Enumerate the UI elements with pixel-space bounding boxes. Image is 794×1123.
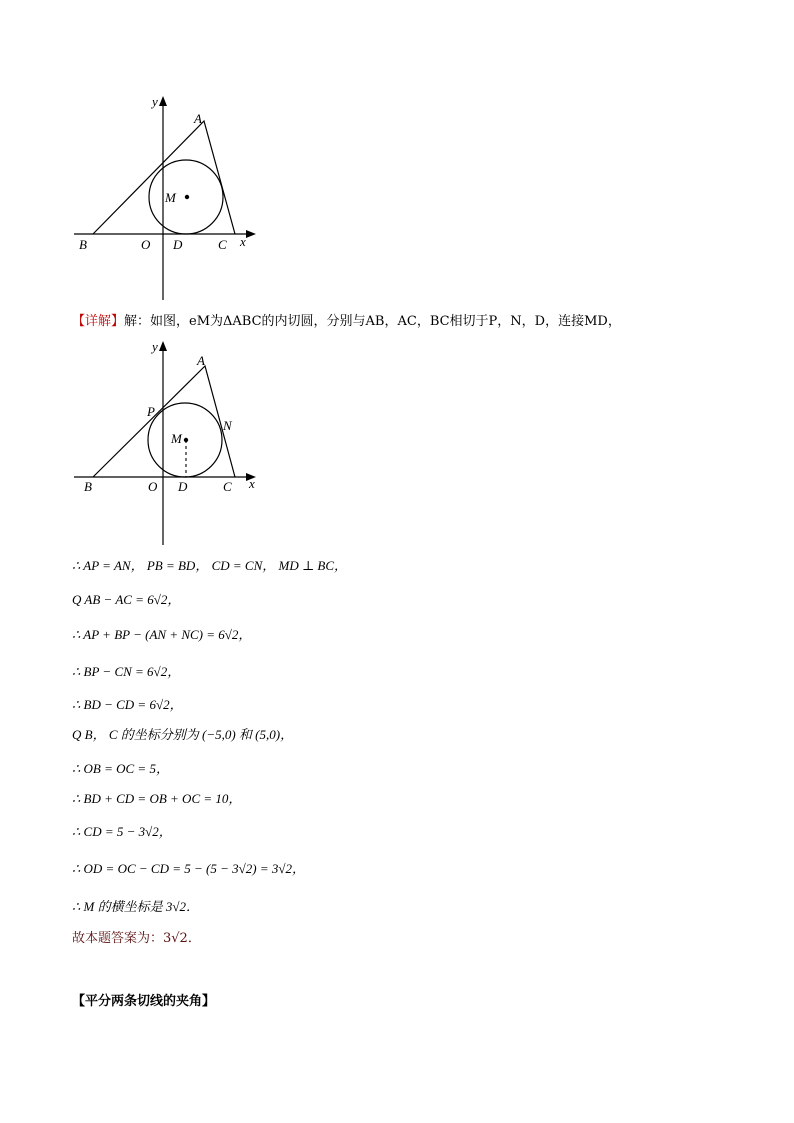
x-axis-arrow (246, 230, 256, 238)
label-o: O (148, 479, 158, 494)
label-c: C (223, 479, 232, 494)
center-point (185, 195, 189, 199)
detail-text: 解：如图，eM为ΔABC的内切圆，分别与AB，AC，BC相切于P，N，D，连接MD， (124, 314, 621, 329)
detail-tag: 【详解】 (72, 314, 125, 329)
label-m: M (165, 190, 176, 205)
label-d: D (173, 237, 183, 252)
label-o: O (141, 237, 151, 252)
step-3: ∴ AP + BP − (AN + NC) = 6√2， (72, 627, 252, 642)
detail-line (72, 313, 621, 331)
label-m: M (171, 431, 182, 446)
step-2: Q AB − AC = 6√2， (72, 592, 181, 607)
step-10: ∴ OD = OC − CD = 5 − (5 − 3√2) = 3√2， (72, 861, 305, 876)
step-6: Q B， C 的坐标分别为 (−5,0) 和 (5,0)， (72, 727, 294, 742)
section-heading: 【平分两条切线的夹角】 (72, 994, 216, 1009)
step-8: ∴ BD + CD = OB + OC = 10， (72, 791, 242, 806)
final-answer: 故本题答案为：3√2． (72, 931, 201, 946)
step-11: ∴ M 的横坐标是 3√2． (72, 899, 199, 914)
label-b: B (79, 237, 87, 252)
label-a: A (194, 111, 202, 126)
label-y: y (152, 339, 158, 354)
label-b: B (84, 479, 92, 494)
step-1: ∴ AP = AN， PB = BD， CD = CN， MD ⊥ BC， (72, 558, 348, 573)
label-x: x (249, 476, 255, 491)
y-axis-arrow (159, 96, 167, 106)
label-a: A (197, 353, 205, 368)
triangle-abc (93, 366, 235, 477)
label-n: N (223, 418, 232, 433)
figure-2 (60, 335, 270, 550)
label-x: x (240, 234, 246, 249)
step-9: ∴ CD = 5 − 3√2， (72, 824, 172, 839)
step-5: ∴ BD − CD = 6√2， (72, 697, 183, 712)
figure-1 (60, 90, 270, 305)
label-c: C (218, 237, 227, 252)
step-7: ∴ OB = OC = 5， (72, 761, 169, 776)
label-d: D (178, 479, 188, 494)
y-axis-arrow (159, 341, 167, 351)
step-4: ∴ BP − CN = 6√2， (72, 664, 181, 679)
triangle-abc (93, 121, 235, 234)
label-p: P (147, 404, 155, 419)
label-y: y (152, 94, 158, 109)
